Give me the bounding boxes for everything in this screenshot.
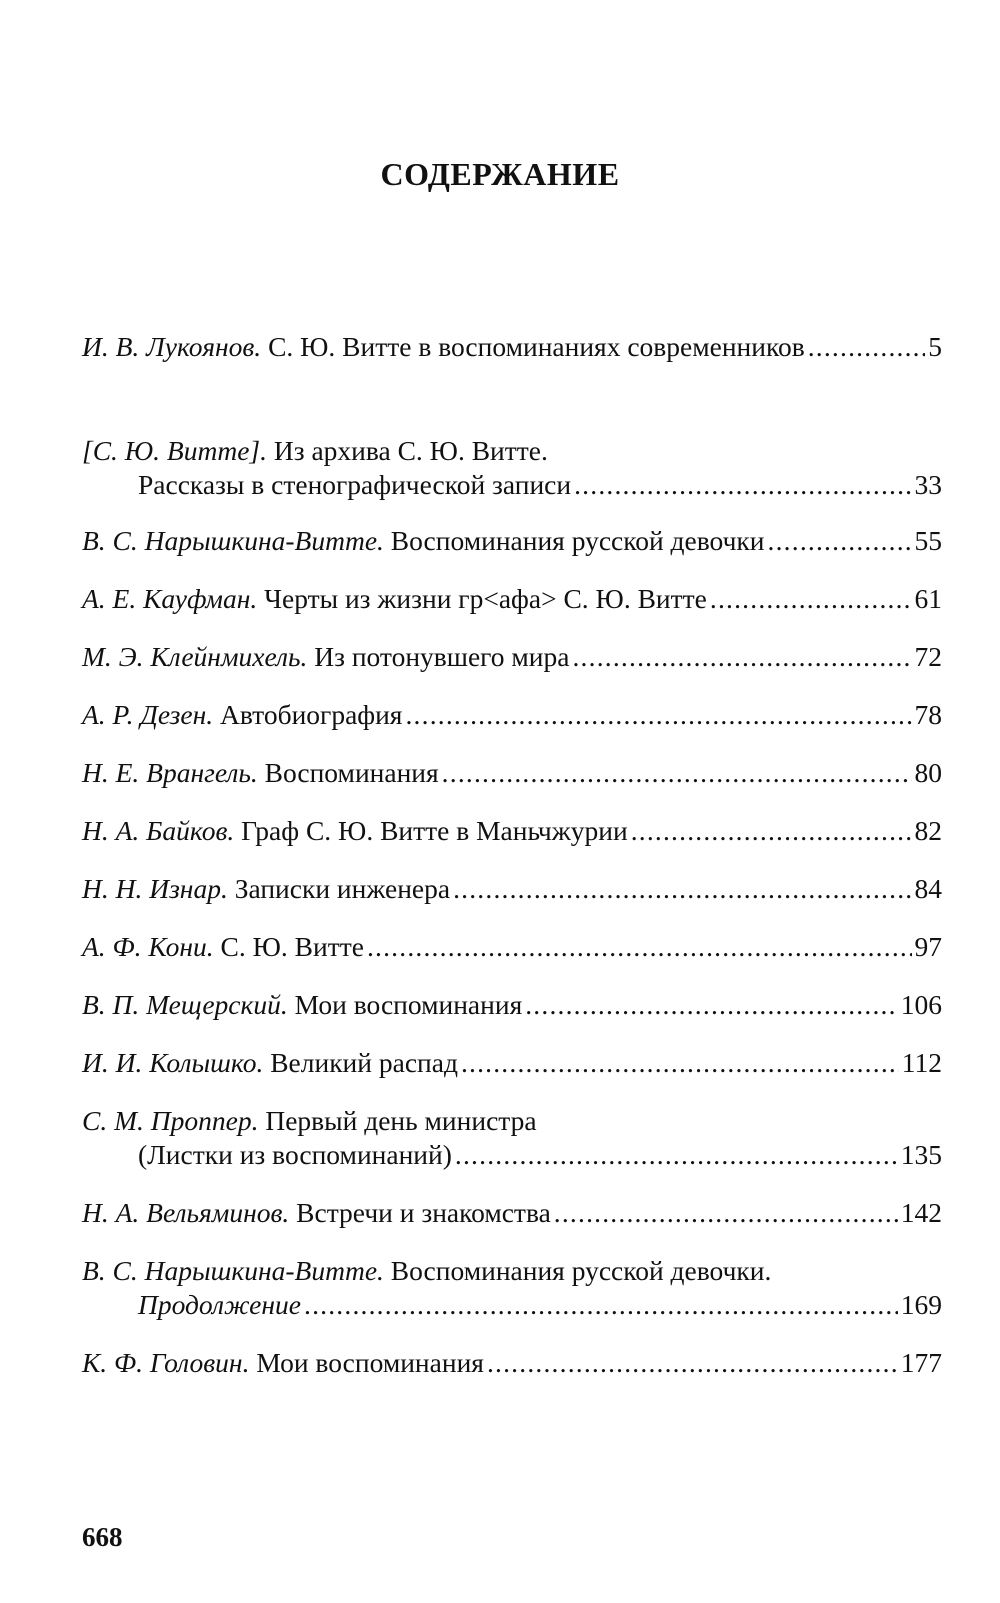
toc-author: Н. Н. Изнар. xyxy=(82,873,228,904)
toc-line xyxy=(82,640,942,674)
toc-page-number: 82 xyxy=(914,815,942,846)
toc-leader-dots xyxy=(453,872,911,906)
toc-title: Воспоминания русской девочки. xyxy=(390,1255,772,1286)
toc-title: С. Ю. Витте в воспоминаниях современников xyxy=(268,331,805,362)
toc-leader-dots xyxy=(442,756,912,790)
toc-title: Из потонувшего мира xyxy=(314,641,570,672)
toc-entry-baikov xyxy=(82,814,942,848)
toc-title-continuation: Рассказы в стенографической записи xyxy=(138,469,572,500)
toc-page-number: 112 xyxy=(901,1047,942,1078)
toc-line xyxy=(82,582,942,616)
toc-leader-dots xyxy=(631,814,912,848)
toc-entry-lukoyanov xyxy=(82,330,942,364)
toc-line xyxy=(82,988,942,1022)
toc-author: М. Э. Клейнмихель. xyxy=(82,641,308,672)
toc-line xyxy=(82,1196,942,1230)
toc-leader-dots xyxy=(710,582,912,616)
toc-leader-dots xyxy=(487,1346,898,1380)
toc-author: А. Р. Дезен. xyxy=(82,699,214,730)
toc-title-continuation: Продолжение xyxy=(138,1289,301,1320)
toc-title: С. Ю. Витте xyxy=(220,931,364,962)
toc-author: Н. А. Вельяминов. xyxy=(82,1197,290,1228)
toc-leader-dots xyxy=(572,640,911,674)
toc-entry-naryshkina-witte xyxy=(82,524,942,558)
toc-line xyxy=(82,1254,942,1288)
toc-author: К. Ф. Головин. xyxy=(82,1347,250,1378)
toc-page-number: 84 xyxy=(914,873,942,904)
toc-line-continuation xyxy=(82,1288,942,1322)
toc-leader-dots xyxy=(405,698,911,732)
toc-entry-velyaminov xyxy=(82,1196,942,1230)
toc-page-number: 5 xyxy=(928,331,942,362)
toc-entry-propper xyxy=(82,1104,942,1172)
toc-leader-dots xyxy=(574,468,911,502)
toc-author: [С. Ю. Витте]. xyxy=(82,435,267,466)
toc-entry-meshchersky xyxy=(82,988,942,1022)
page-title: СОДЕРЖАНИЕ xyxy=(380,156,620,192)
toc-line xyxy=(82,1104,942,1138)
toc-page-number: 80 xyxy=(914,757,942,788)
toc-title: Воспоминания xyxy=(264,757,439,788)
toc-leader-dots xyxy=(461,1046,899,1080)
toc-title-continuation: (Листки из воспоминаний) xyxy=(138,1139,452,1170)
toc-page-number: 177 xyxy=(900,1347,942,1378)
toc-page-number: 61 xyxy=(914,583,942,614)
toc-line xyxy=(82,756,942,790)
toc-page-number: 106 xyxy=(900,989,942,1020)
toc-author: Н. Е. Врангель. xyxy=(82,757,258,788)
toc-entry-kolyshko xyxy=(82,1046,942,1080)
toc-page-number: 169 xyxy=(900,1289,942,1320)
toc-line xyxy=(82,1046,942,1080)
toc-line xyxy=(82,524,942,558)
toc-title: Из архива С. Ю. Витте. xyxy=(273,435,548,466)
toc-leader-dots xyxy=(367,930,912,964)
toc-page-number: 72 xyxy=(914,641,942,672)
toc-entry-iznar xyxy=(82,872,942,906)
toc-leader-dots xyxy=(554,1196,898,1230)
toc-line-continuation xyxy=(82,468,942,502)
toc-line xyxy=(82,872,942,906)
toc-title: Черты из жизни гр<афа> С. Ю. Витте xyxy=(264,583,707,614)
toc-line xyxy=(82,698,942,732)
toc-entry-kleinmichel xyxy=(82,640,942,674)
toc-title: Граф С. Ю. Витте в Маньчжурии xyxy=(241,815,628,846)
toc-line xyxy=(82,1346,942,1380)
toc-line xyxy=(82,814,942,848)
toc-entry-golovin xyxy=(82,1346,942,1380)
toc-leader-dots xyxy=(304,1288,898,1322)
toc-author: И. В. Лукоянов. xyxy=(82,331,262,362)
toc-line xyxy=(82,930,942,964)
toc-author: В. С. Нарышкина-Витте. xyxy=(82,525,384,556)
toc-page-number: 33 xyxy=(914,469,942,500)
toc-title: Мои воспоминания xyxy=(294,989,523,1020)
toc-leader-dots xyxy=(808,330,926,364)
toc-page-number: 78 xyxy=(914,699,942,730)
toc-title: Мои воспоминания xyxy=(256,1347,484,1378)
toc-author: С. М. Проппер. xyxy=(82,1105,259,1136)
toc-line xyxy=(82,434,942,468)
toc-author: В. П. Мещерский. xyxy=(82,989,288,1020)
toc-author: И. И. Колышко. xyxy=(82,1047,264,1078)
toc-title: Первый день министра xyxy=(265,1105,537,1136)
page-number: 668 xyxy=(82,1522,123,1552)
toc-page-number: 135 xyxy=(900,1139,942,1170)
toc-entry-naryshkina-witte-continuation xyxy=(82,1254,942,1322)
toc-title: Автобиография xyxy=(220,699,403,730)
toc-entry-koni xyxy=(82,930,942,964)
toc-author: В. С. Нарышкина-Витте. xyxy=(82,1255,384,1286)
toc-leader-dots xyxy=(525,988,898,1022)
toc-page-number: 142 xyxy=(900,1197,942,1228)
toc-page-number: 55 xyxy=(914,525,942,556)
toc-author: Н. А. Байков. xyxy=(82,815,235,846)
toc-page-number: 97 xyxy=(914,931,942,962)
toc-title: Великий распад xyxy=(270,1047,458,1078)
toc-entry-dezen xyxy=(82,698,942,732)
toc-leader-dots xyxy=(455,1138,898,1172)
toc-entry-kaufman xyxy=(82,582,942,616)
toc-leader-dots xyxy=(768,524,912,558)
toc-line xyxy=(82,330,942,364)
toc-author: А. Ф. Кони. xyxy=(82,931,214,962)
toc-title: Воспоминания русской девочки xyxy=(390,525,765,556)
toc-title: Записки инженера xyxy=(234,873,451,904)
toc-entry-witte-archive xyxy=(82,434,942,502)
toc-title: Встречи и знакомства xyxy=(296,1197,551,1228)
toc-author: А. Е. Кауфман. xyxy=(82,583,258,614)
toc-line-continuation xyxy=(82,1138,942,1172)
toc-entry-wrangel xyxy=(82,756,942,790)
